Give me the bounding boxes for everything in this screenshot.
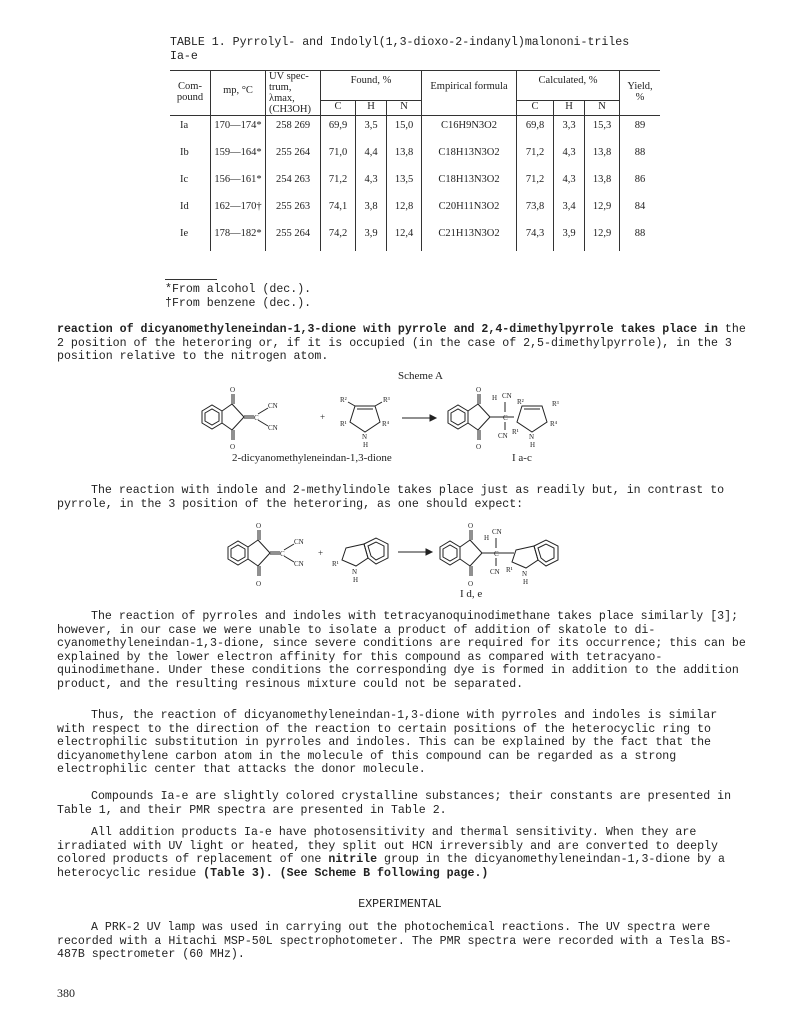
atom-c: C	[254, 414, 259, 422]
cell-found-c: 74,1	[321, 197, 356, 224]
cell-yield: 86	[620, 170, 661, 197]
col-calc-n: N	[585, 100, 620, 115]
atom-h: H	[363, 441, 369, 449]
scheme-a-diagram	[190, 384, 610, 452]
atom-cn: CN	[492, 528, 502, 536]
paragraph-7: A PRK-2 UV lamp was used in carrying out the photochemical reactions. The UV spectra were recorded with a Hitachi MSP-50L spectrophotometer. The PMR spectra were recorded with a Tesla BS-487B spectrometer (60 MHz).	[57, 921, 732, 961]
substituent-r3: R³	[552, 400, 559, 408]
cell-yield: 89	[620, 116, 661, 144]
table-row	[170, 143, 660, 170]
paragraph-4: Thus, the reaction of dicyanomethyleneindan-1,3-dione with pyrroles and indoles is similar with respect to the direction of the reaction to certain positions of the heterocyclic ring to electrophilic substitution in pyrroles and indoles. This can be explained by the fact that the dicyanomethylene carbon atom in the molecule of this compound can be regarded as a strong electrophilic center that attacks the donor molecule.	[57, 709, 718, 776]
atom-n: N	[362, 433, 368, 441]
cell-found-n: 13,5	[387, 170, 422, 197]
cell-uv: 254 263	[266, 170, 321, 197]
cell-formula: C18H13N3O2	[422, 143, 517, 170]
cell-calc-n: 12,9	[585, 224, 620, 251]
cell-found-n: 12,8	[387, 197, 422, 224]
atom-cn: CN	[294, 538, 304, 546]
atom-cn: CN	[268, 424, 278, 432]
atom-cn: CN	[268, 402, 278, 410]
atom-n: N	[352, 568, 358, 576]
cell-uv: 258 269	[266, 116, 321, 144]
cell-calc-h: 3,3	[554, 116, 585, 144]
paragraph-5: Compounds Ia-e are slightly colored crystalline substances; their constants are presented in Table 1, and their PMR spectra are presented in Table 2.	[57, 790, 732, 817]
cell-found-c: 71,0	[321, 143, 356, 170]
substituent-r2: R²	[517, 398, 524, 406]
scheme-indole-product-label: I d, e	[460, 588, 483, 600]
col-calc-h: H	[554, 100, 585, 115]
cell-compound: Id	[180, 201, 189, 212]
experimental-heading: EXPERIMENTAL	[358, 898, 442, 911]
cell-calc-h: 3,4	[554, 197, 585, 224]
cell-found-h: 3,9	[356, 224, 387, 251]
atom-h: H	[492, 394, 498, 402]
footnote-benzene: †From benzene (dec.).	[165, 296, 312, 310]
col-uv: UV spec- trum, λmax, (CH3OH)	[266, 71, 321, 116]
col-calc-c: C	[517, 100, 554, 115]
table-row	[170, 224, 660, 251]
table-caption: TABLE 1. Pyrrolyl- and Indolyl(1,3-dioxo-2-indanyl)malononi-triles Ia-e	[170, 36, 630, 63]
cell-compound: Ic	[180, 174, 189, 185]
cell-calc-n: 15,3	[585, 116, 620, 144]
col-mp: mp, °C	[211, 71, 266, 116]
cell-calc-c: 71,2	[517, 170, 554, 197]
indole-structure	[342, 538, 388, 566]
cell-found-n: 15,0	[387, 116, 422, 144]
atom-cn: CN	[294, 560, 304, 568]
substituent-r4: R⁴	[382, 420, 390, 428]
atom-c: C	[503, 414, 508, 422]
cell-found-c: 69,9	[321, 116, 356, 144]
atom-o: O	[256, 522, 262, 530]
cell-formula: C18H13N3O2	[422, 170, 517, 197]
atom-o: O	[468, 580, 474, 588]
atom-c: C	[280, 550, 285, 558]
scheme-a-reactant-label: 2-dicyanomethyleneindan-1,3-dione	[232, 452, 392, 464]
atom-o: O	[256, 580, 262, 588]
cell-found-h: 3,8	[356, 197, 387, 224]
cell-calc-c: 71,2	[517, 143, 554, 170]
cell-found-h: 4,3	[356, 170, 387, 197]
substituent-r1: R¹	[332, 560, 339, 568]
cell-mp: 178—182*	[211, 224, 266, 251]
table-row	[170, 197, 660, 224]
atom-o: O	[230, 386, 236, 394]
scheme-a-product-label: I a-c	[512, 452, 532, 464]
paragraph-6-text: All addition products Ia-e have photosensitivity and thermal sensitivity. When they are irradiated with UV light or heated, they split out HCN irreversibly and are converted to deeply colored products of replacement of one	[57, 826, 718, 866]
cell-found-n: 13,8	[387, 143, 422, 170]
cell-uv: 255 264	[266, 224, 321, 251]
atom-cn: CN	[502, 392, 512, 400]
atom-h: H	[530, 441, 536, 449]
cell-calc-c: 69,8	[517, 116, 554, 144]
cell-calc-h: 4,3	[554, 143, 585, 170]
table-footnotes	[165, 279, 525, 310]
atom-h: H	[353, 576, 359, 584]
cell-mp: 159—164*	[211, 143, 266, 170]
substituent-r1: R¹	[506, 566, 513, 574]
col-formula: Empirical formula	[422, 71, 517, 116]
paragraph-6-bold-ref: (Table 3). (See Scheme B following page.)	[203, 866, 489, 880]
table-1	[170, 70, 660, 251]
atom-n: N	[529, 433, 535, 441]
col-found-n: N	[387, 100, 422, 115]
reaction-arrow	[398, 549, 432, 555]
cell-mp: 170—174*	[211, 116, 266, 144]
plus-sign: +	[320, 412, 326, 422]
atom-o: O	[476, 443, 482, 451]
cell-compound: Ib	[180, 147, 189, 158]
atom-h: H	[484, 534, 490, 542]
pyrrole-structure	[348, 402, 382, 432]
atom-o: O	[468, 522, 474, 530]
footnote-alcohol: *From alcohol (dec.).	[165, 283, 312, 296]
cell-found-h: 4,4	[356, 143, 387, 170]
paragraph-1-lead: reaction of dicyanomethyleneindan-1,3-dione with pyrrole and 2,4-dimethylpyrrole takes place in	[57, 323, 718, 336]
paragraph-6-text-2: group in the dicyanomethyleneindan-1,3-dione by a heterocyclic residue	[57, 853, 725, 880]
paragraph-6-bold-nitrile: nitrile	[328, 853, 378, 866]
atom-cn: CN	[498, 432, 508, 440]
substituent-r1: R¹	[340, 420, 347, 428]
cell-mp: 156—161*	[211, 170, 266, 197]
page-number: 380	[57, 986, 75, 1000]
cell-compound: Ie	[180, 228, 189, 239]
col-compound: Com- pound	[170, 71, 211, 116]
cell-calc-n: 13,8	[585, 143, 620, 170]
cell-yield: 88	[620, 143, 661, 170]
cell-calc-n: 13,8	[585, 170, 620, 197]
atom-c: C	[494, 550, 499, 558]
cell-uv: 255 263	[266, 197, 321, 224]
cell-formula: C16H9N3O2	[422, 116, 517, 144]
substituent-r3: R³	[383, 396, 390, 404]
substituent-r1: R¹	[512, 428, 519, 436]
cell-formula: C20H11N3O2	[422, 197, 517, 224]
substituent-r4: R⁴	[550, 420, 558, 428]
cell-calc-h: 3,9	[554, 224, 585, 251]
scheme-indole-diagram	[218, 520, 598, 592]
footnote-rule	[165, 279, 217, 280]
paragraph-3: The reaction of pyrroles and indoles with tetracyanoquinodimethane takes place similarly [3]; however, in our case we were unable to isolate a product of addition of skatole to di-cyanomethyleneindan-1,3-dione, since severe conditions are required for its occurrence; this can be explained by the lower electron affinity for this compound as compared with tetracyano-quinodimethane. Under these conditions the corresponding dye is formed in addition to the addition product, and the resulting resinous mixture could not be separated.	[57, 610, 746, 691]
substituent-r2: R²	[340, 396, 347, 404]
cell-found-c: 71,2	[321, 170, 356, 197]
cell-found-h: 3,5	[356, 116, 387, 144]
atom-o: O	[476, 386, 482, 394]
paragraph-6	[57, 826, 747, 880]
reaction-arrow	[402, 415, 436, 421]
table-row	[170, 116, 660, 144]
col-found: Found, %	[321, 71, 422, 101]
atom-cn: CN	[490, 568, 500, 576]
cell-mp: 162—170†	[211, 197, 266, 224]
cell-found-c: 74,2	[321, 224, 356, 251]
atom-o: O	[230, 443, 236, 451]
col-yield: Yield, %	[620, 71, 661, 116]
scheme-a-title: Scheme A	[398, 370, 443, 382]
paragraph-1	[57, 323, 747, 364]
cell-yield: 88	[620, 224, 661, 251]
cell-calc-c: 73,8	[517, 197, 554, 224]
cell-calc-h: 4,3	[554, 170, 585, 197]
table-row	[170, 170, 660, 197]
atom-n: N	[522, 570, 528, 578]
atom-h: H	[523, 578, 529, 586]
cell-compound: Ia	[180, 120, 189, 131]
col-found-c: C	[321, 100, 356, 115]
cell-found-n: 12,4	[387, 224, 422, 251]
cell-calc-c: 74,3	[517, 224, 554, 251]
cell-formula: C21H13N3O2	[422, 224, 517, 251]
cell-uv: 255 264	[266, 143, 321, 170]
paragraph-1-rest: the 2 position of the heteroring or, if it is occupied (in the case of 2,5-dimethylpyrrole), in the 3 position relative to the nitrogen atom.	[57, 323, 746, 363]
col-found-h: H	[356, 100, 387, 115]
plus-sign: +	[318, 548, 324, 558]
cell-calc-n: 12,9	[585, 197, 620, 224]
col-calculated: Calculated, %	[517, 71, 620, 101]
paragraph-2: The reaction with indole and 2-methylindole takes place just as readily but, in contrast to pyrrole, in the 3 position of the heteroring, as one should expect:	[57, 484, 725, 511]
cell-yield: 84	[620, 197, 661, 224]
